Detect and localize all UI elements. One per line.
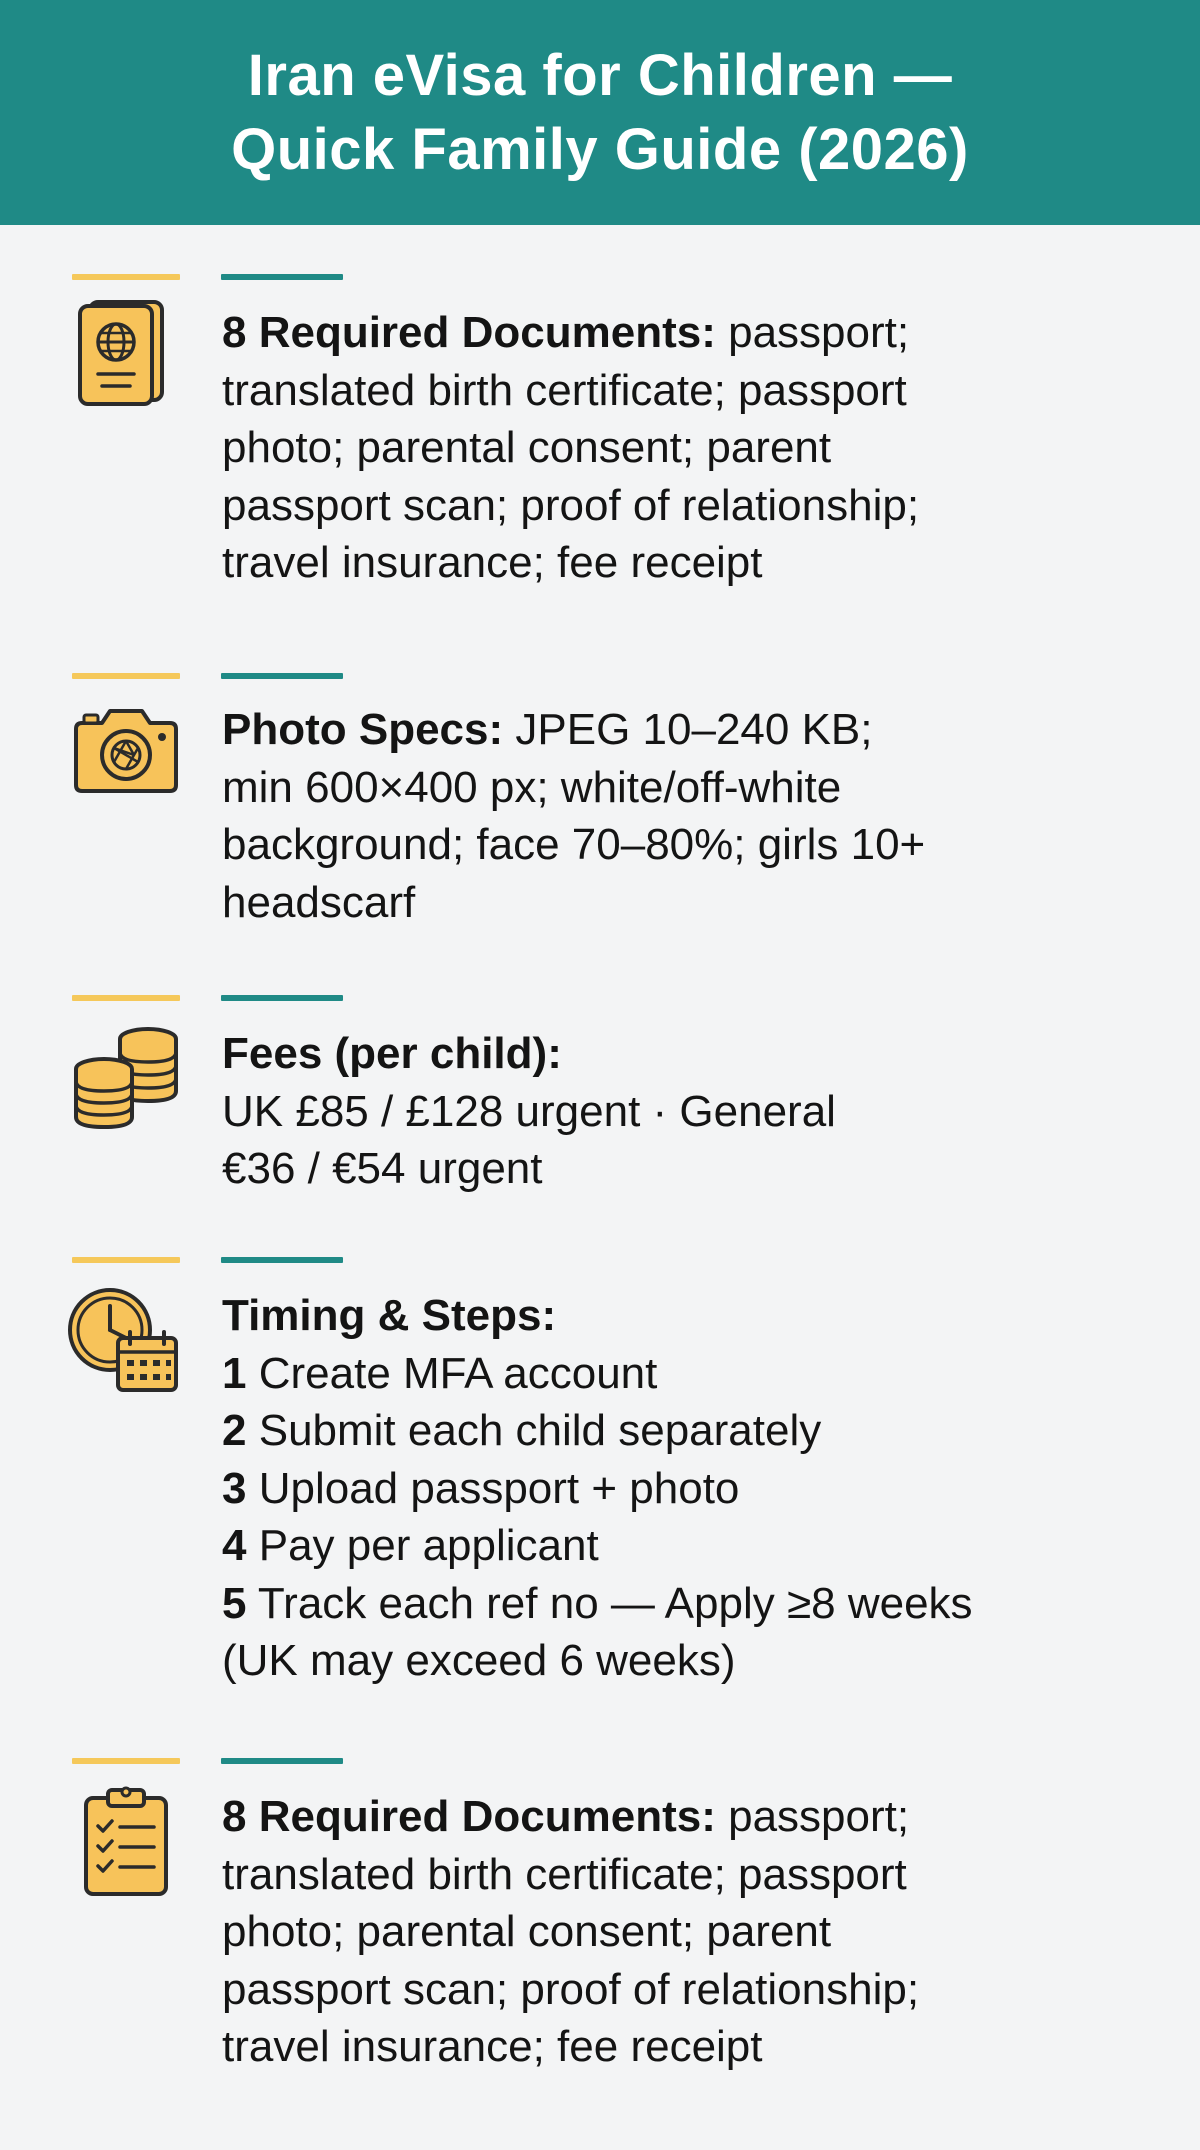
- step-number: 4: [222, 1521, 247, 1570]
- section-line: travel insurance; fee receipt: [222, 2022, 763, 2071]
- step-item: [222, 1460, 1172, 1518]
- section-line: passport;: [728, 308, 910, 357]
- step-item: [222, 1345, 1172, 1403]
- section-line: headscarf: [222, 877, 416, 927]
- step-number: 1: [222, 1348, 247, 1398]
- accent-rule-teal: [221, 995, 343, 1001]
- accent-rule-teal: [221, 673, 343, 679]
- section-line: JPEG 10–240 KB;: [515, 705, 873, 754]
- section-text: [222, 1788, 1172, 2076]
- accent-rule-yellow: [72, 274, 180, 280]
- section-text: [222, 701, 1172, 931]
- section-line: background; face 70–80%; girls 10+: [222, 820, 926, 869]
- page-title-line-2: Quick Family Guide (2026): [231, 116, 969, 182]
- section-line: translated birth certificate; passport: [222, 1849, 907, 1899]
- accent-rule-yellow: [72, 1257, 180, 1263]
- step-text: Track each ref no — Apply ≥8 weeks: [257, 1578, 973, 1628]
- header-banner: [0, 0, 1200, 225]
- step-number: 3: [222, 1463, 247, 1513]
- step-item: [222, 1517, 1172, 1575]
- section-line: €36 / €54 urgent: [222, 1144, 543, 1193]
- section-line: photo; parental consent; parent: [222, 423, 832, 472]
- step-text: Create MFA account: [258, 1348, 658, 1398]
- section-text: [222, 1025, 1172, 1198]
- passport-icon: [68, 296, 184, 412]
- coins-icon: [68, 1017, 184, 1133]
- section-text: [222, 304, 1172, 592]
- clipboard-checklist-icon: [68, 1784, 184, 1900]
- step-text: Upload passport + photo: [258, 1463, 740, 1513]
- accent-rule-yellow: [72, 1758, 180, 1764]
- section-heading: Fees (per child):: [222, 1029, 562, 1078]
- section-line: passport;: [728, 1792, 910, 1841]
- section-line: translated birth certificate; passport: [222, 365, 907, 415]
- section-heading: 8 Required Documents:: [222, 1792, 716, 1841]
- section-line: travel insurance; fee receipt: [222, 538, 763, 587]
- section-line: passport scan; proof of relationship;: [222, 480, 920, 530]
- step-text: Pay per applicant: [258, 1521, 599, 1570]
- accent-rule-teal: [221, 274, 343, 280]
- page-title-line-1: Iran eVisa for Children —: [247, 42, 953, 108]
- accent-rule-teal: [221, 1758, 343, 1764]
- step-item: [222, 1402, 1172, 1460]
- clock-calendar-icon: [68, 1282, 184, 1398]
- step-number: 5: [222, 1578, 247, 1628]
- section-heading: Timing & Steps:: [222, 1291, 557, 1340]
- section-line: passport scan; proof of relationship;: [222, 1964, 920, 2014]
- camera-icon: [68, 693, 184, 809]
- section-heading: 8 Required Documents:: [222, 308, 716, 357]
- accent-rule-yellow: [72, 995, 180, 1001]
- accent-rule-yellow: [72, 673, 180, 679]
- step-note: (UK may exceed 6 weeks): [222, 1636, 736, 1685]
- section-line: photo; parental consent; parent: [222, 1907, 832, 1956]
- accent-rule-teal: [221, 1257, 343, 1263]
- section-line: min 600×400 px; white/off-white: [222, 762, 842, 812]
- section-text: [222, 1287, 1172, 1690]
- section-heading: Photo Specs:: [222, 705, 504, 754]
- step-item: [222, 1575, 1172, 1633]
- step-text: Submit each child separately: [258, 1406, 822, 1455]
- section-line: UK £85 / £128 urgent · General: [222, 1086, 836, 1136]
- step-number: 2: [222, 1406, 247, 1455]
